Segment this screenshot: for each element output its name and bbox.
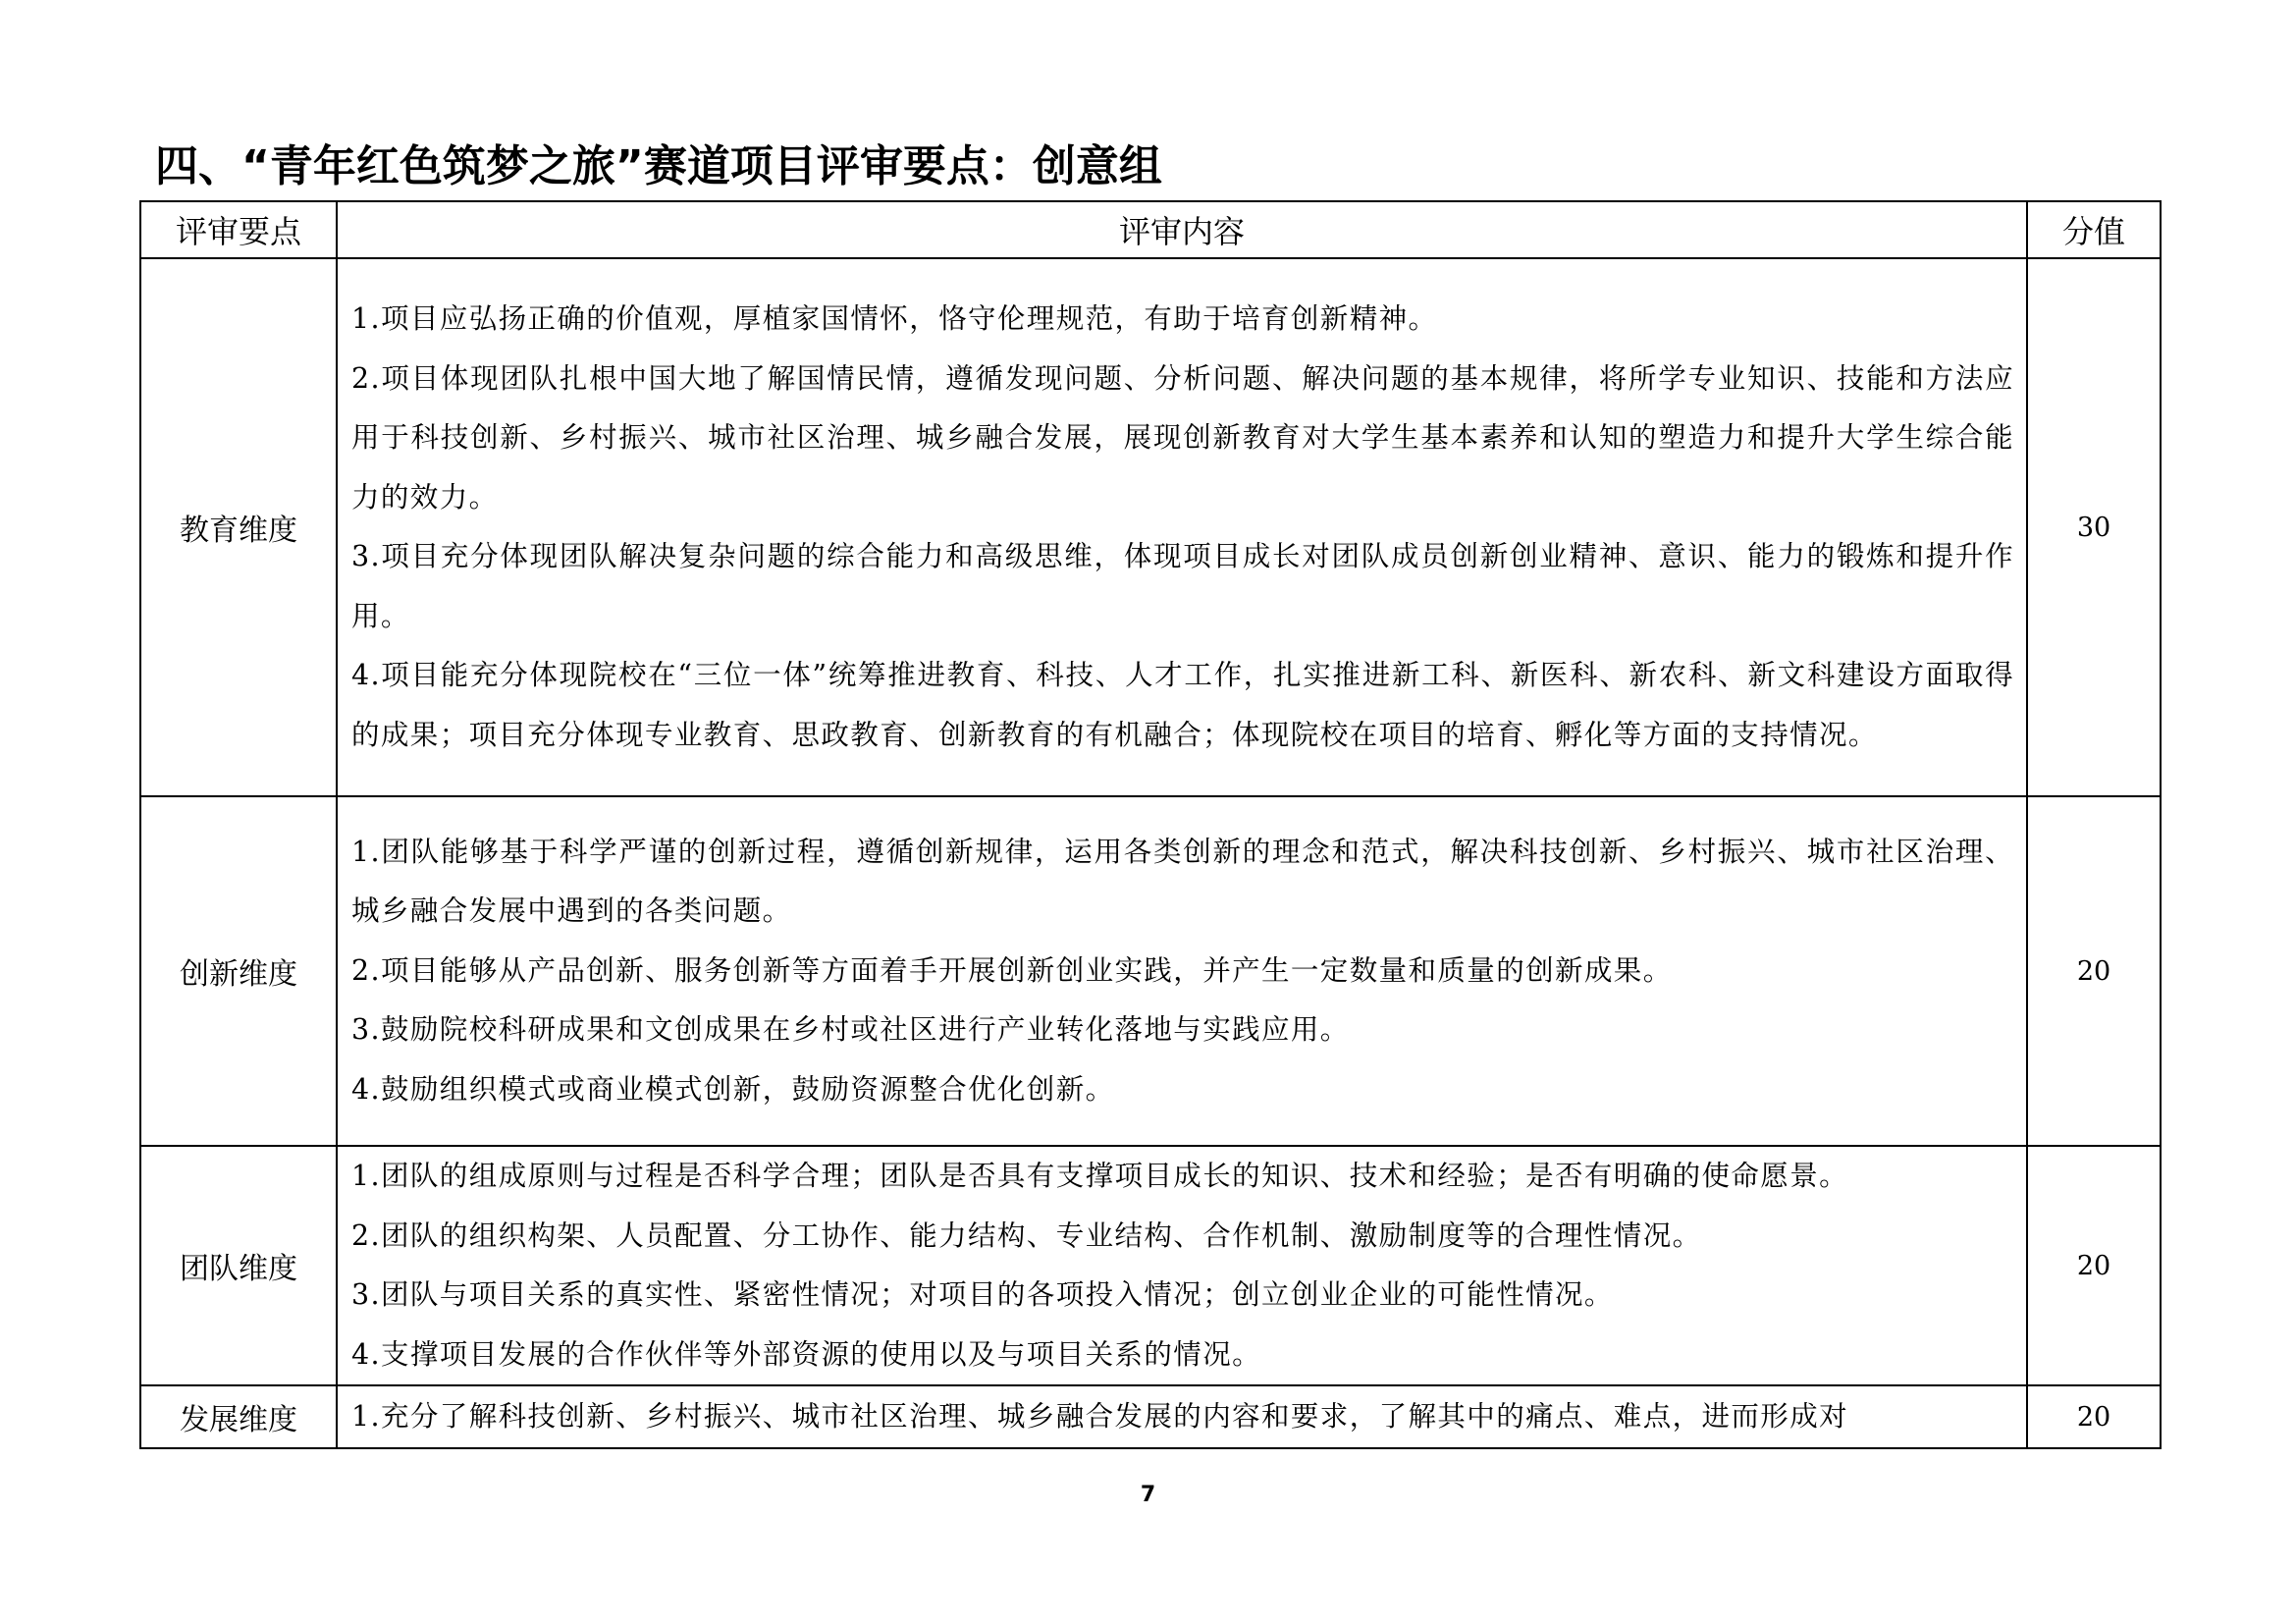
criteria-item: 1.充分了解科技创新、乡村振兴、城市社区治理、城乡融合发展的内容和要求，了解其中的痛点、难点，进而形成对 — [351, 1400, 1848, 1433]
criteria-content — [337, 1146, 2027, 1385]
score-value: 20 — [2027, 1385, 2161, 1448]
table-row-education — [140, 258, 2161, 796]
criteria-content — [337, 796, 2027, 1146]
review-criteria-table — [139, 200, 2162, 1449]
score-value: 20 — [2027, 1146, 2161, 1385]
criteria-item: 2.项目能够从产品创新、服务创新等方面着手开展创新创业实践，并产生一定数量和质量的创新成果。 — [351, 953, 1673, 987]
dimension-label: 创新维度 — [140, 796, 337, 1146]
criteria-content — [337, 1385, 2027, 1448]
score-value: 20 — [2027, 796, 2161, 1146]
criteria-item: 4.鼓励组织模式或商业模式创新，鼓励资源整合优化创新。 — [351, 1072, 1115, 1106]
criteria-item: 1.项目应弘扬正确的价值观，厚植家国情怀，恪守伦理规范，有助于培育创新精神。 — [351, 302, 1438, 335]
table-row-team — [140, 1146, 2161, 1385]
criteria-item: 4.项目能充分体现院校在“三位一体”统筹推进教育、科技、人才工作，扎实推进新工科、新医科、新农科、新文科建设方面取得的成果；项目充分体现专业教育、思政教育、创新教育的有机融合；体现院校在项目的培育、孵化等方面的支持情况。 — [351, 659, 2014, 751]
criteria-item: 4.支撑项目发展的合作伙伴等外部资源的使用以及与项目关系的情况。 — [351, 1337, 1261, 1371]
criteria-item: 3.项目充分体现团队解决复杂问题的综合能力和高级思维，体现项目成长对团队成员创新创业精神、意识、能力的锻炼和提升作用。 — [351, 540, 2014, 632]
score-value: 30 — [2027, 258, 2161, 796]
header-content: 评审内容 — [337, 201, 2027, 258]
criteria-item: 1.团队能够基于科学严谨的创新过程，遵循创新规律，运用各类创新的理念和范式，解决科技创新、乡村振兴、城市社区治理、城乡融合发展中遇到的各类问题。 — [351, 835, 2014, 928]
criteria-item: 3.团队与项目关系的真实性、紧密性情况；对项目的各项投入情况；创立创业企业的可能性情况。 — [351, 1278, 1614, 1311]
header-criteria: 评审要点 — [140, 201, 337, 258]
dimension-label: 教育维度 — [140, 258, 337, 796]
criteria-content — [337, 258, 2027, 796]
criteria-item: 1.团队的组成原则与过程是否科学合理；团队是否具有支撑项目成长的知识、技术和经验；是否有明确的使命愿景。 — [351, 1160, 1848, 1192]
table-row-innovation — [140, 796, 2161, 1146]
header-score: 分值 — [2027, 201, 2161, 258]
criteria-item: 2.团队的组织构架、人员配置、分工协作、能力结构、专业结构、合作机制、激励制度等的合理性情况。 — [351, 1218, 1702, 1252]
criteria-item: 3.鼓励院校科研成果和文创成果在乡村或社区进行产业转化落地与实践应用。 — [351, 1013, 1350, 1047]
dimension-label: 团队维度 — [140, 1146, 337, 1385]
page-title: 四、“青年红色筑梦之旅”赛道项目评审要点：创意组 — [155, 141, 1162, 191]
table-row-development — [140, 1385, 2161, 1448]
dimension-label: 发展维度 — [140, 1385, 337, 1448]
criteria-item: 2.项目体现团队扎根中国大地了解国情民情，遵循发现问题、分析问题、解决问题的基本规律，将所学专业知识、技能和方法应用于科技创新、乡村振兴、城市社区治理、城乡融合发展，展现创新教育对大学生基本素养和认知的塑造力和提升大学生综合能力的效力。 — [351, 361, 2014, 514]
table-header-row — [140, 201, 2161, 258]
page-number: 7 — [1140, 1483, 1156, 1507]
